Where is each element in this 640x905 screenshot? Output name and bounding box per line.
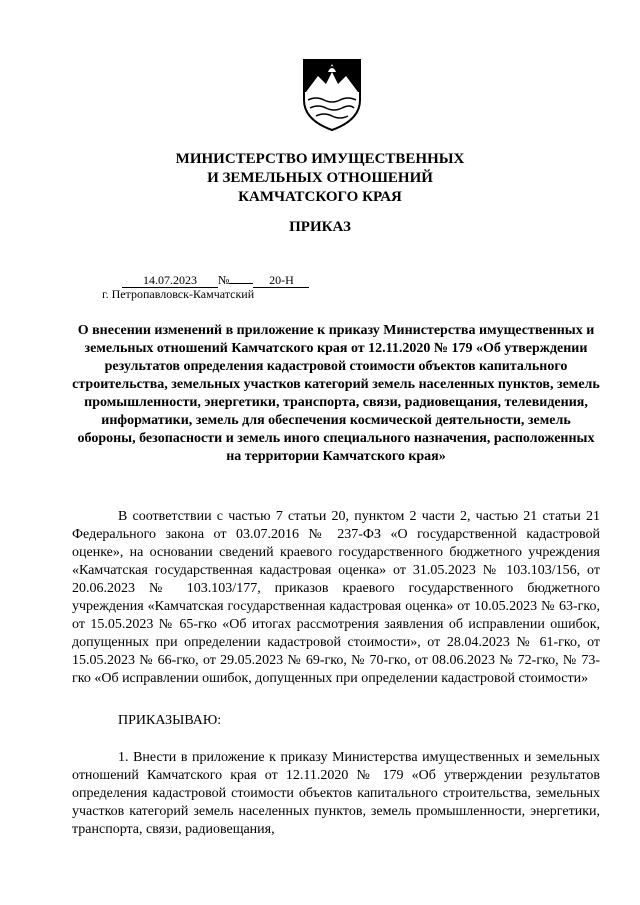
preamble-paragraph: В соответствии с частью 7 статьи 20, пунктом 2 части 2, частью 21 статьи 21 Федерального закона от 03.07.2016 № 237-ФЗ «О государственной кадастровой оценке», на основании сведений краевого государственного бюджетного учреждения «Камчатская государственная кадастровая оценка» от 31.05.2023 № 103.103/156, от 20.06.2023 № 103.103/177, приказов краевого государственного бюджетного учреждения «Камчатская государственная кадастровая оценка» от 10.05.2023 № 63-гко, от 15.05.2023 № 65-гко «Об итогах рассмотрения заявления об исправлении ошибок, допущенных при определении кадастровой стоимости», от 28.04.2023 № 61-гко, от 15.05.2023 № 66-гко, от 29.05.2023 № 69-гко, № 70-гко, от 08.06.2023 № 72-гко, № 73-гко «Об исправлении ошибок, допущенных при определении кадастровой стоимости» (72, 509, 600, 686)
ministry-line-2: И ЗЕМЕЛЬНЫХ ОТНОШЕНИЙ (207, 170, 433, 186)
coat-of-arms-icon (300, 56, 364, 132)
date-number-line (122, 273, 309, 288)
city-line: г. Петропавловск-Камчатский (102, 287, 255, 301)
number-sign: № (218, 273, 230, 287)
ministry-name (0, 150, 640, 207)
ministry-line-3: КАМЧАТСКОГО КРАЯ (238, 189, 402, 205)
decree-word: ПРИКАЗЫВАЮ: (118, 713, 222, 728)
ministry-line-1: МИНИСТЕРСТВО ИМУЩЕСТВЕННЫХ (175, 151, 465, 167)
order-number: 20-Н (253, 273, 309, 288)
order-subject: О внесении изменений в приложение к приказу Министерства имущественных и земельных отношений Камчатского края от 12.11.2020 № 179 «Об утверждении результатов определения кадастровой стоимости объектов капитального строительства, земельных участков категорий земель населенных пунктов, земель промышленности, энергетики, транспорта, связи, радиовещания, телевидения, информатики, земель для обеспечения космической деятельности, земель обороны, безопасности и земель иного специального назначения, расположенных на территории Камчатского края» (72, 323, 600, 464)
document-type: ПРИКАЗ (289, 219, 351, 235)
number-blank (229, 283, 253, 284)
item-1-paragraph: 1. Внести в приложение к приказу Министерства имущественных и земельных отношений Камчатского края от 12.11.2020 № 179 «Об утверждении результатов определения кадастровой стоимости объектов капитального строительства, земельных участков категорий земель населенных пунктов, земель промышленности, энергетики, транспорта, связи, радиовещания, (72, 750, 600, 837)
order-date: 14.07.2023 (122, 273, 218, 288)
